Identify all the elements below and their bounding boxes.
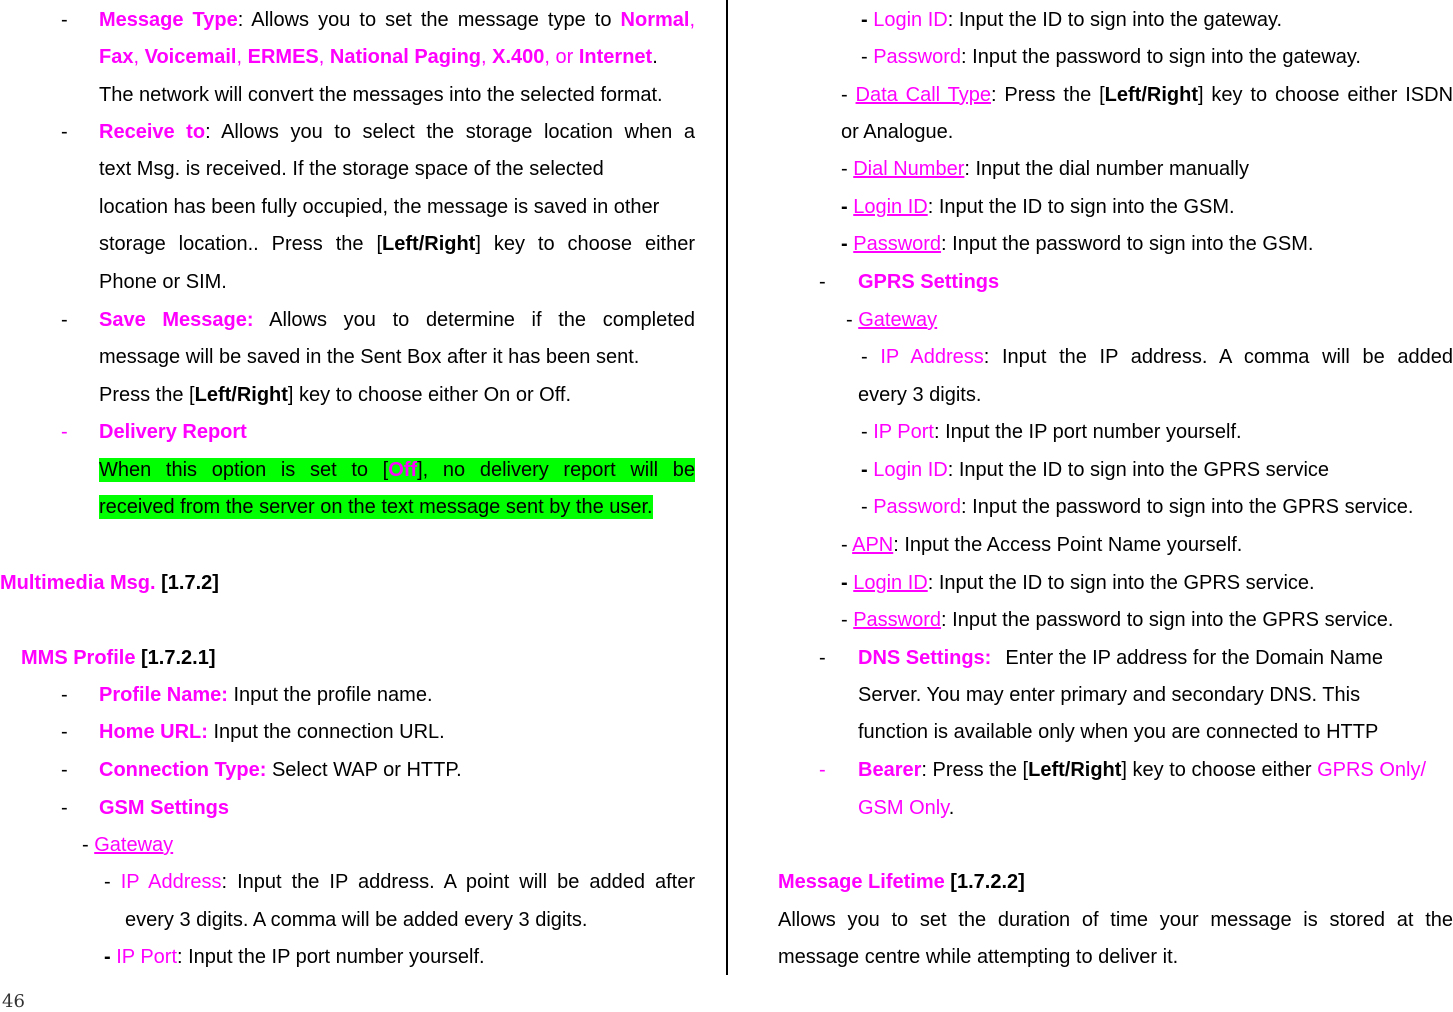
- receive-to-line2: text Msg. is received. If the storage space of the selected: [99, 158, 604, 180]
- page-number: 46: [2, 991, 25, 1012]
- message-lifetime-line1: Allows you to set the duration of time your message is stored at the: [778, 909, 1453, 931]
- gprs-settings-title: GPRS Settings: [858, 271, 1000, 293]
- message-lifetime-line2: message centre while attempting to deliver it.: [778, 946, 1179, 968]
- multimedia-heading: Multimedia Msg. [1.7.2]: [0, 572, 219, 594]
- dns-settings-line2: Server. You may enter primary and secondary DNS. This: [858, 684, 1361, 706]
- profile-name-line: Profile Name: Input the profile name.: [99, 684, 433, 706]
- bullet-dash: -: [61, 309, 68, 331]
- gprs-ip-address-line1: - IP Address: Input the IP address. A comma will be added: [861, 346, 1453, 368]
- mms-profile-heading: MMS Profile [1.7.2.1]: [21, 647, 216, 669]
- dns-settings-title: DNS Settings:: [858, 647, 992, 669]
- message-type-line1: Message Type: Allows you to set the message type to Normal,: [99, 9, 695, 31]
- bearer-line2: GSM Only.: [858, 797, 955, 819]
- message-type-line3: The network will convert the messages into the selected format.: [99, 84, 663, 106]
- bullet-dash: -: [61, 421, 68, 443]
- save-message-line3: Press the [Left/Right] key to choose either On or Off.: [99, 384, 572, 406]
- bearer-title: Bearer: [858, 759, 922, 781]
- dial-number-line: - Dial Number: Input the dial number manually: [841, 158, 1249, 180]
- dns-settings-line3: function is available only when you are connected to HTTP: [858, 721, 1379, 743]
- receive-to-line4: storage location.. Press the [Left/Right] key to choose either: [99, 233, 696, 255]
- save-message-line1: Save Message: Allows you to determine if the completed: [99, 309, 696, 331]
- save-message-title: Save Message:: [99, 309, 254, 331]
- gprs-gateway-line: - Gateway: [846, 309, 938, 331]
- delivery-report-line1: When this option is set to [Off], no delivery report will be: [99, 459, 696, 481]
- bullet-dash: -: [61, 121, 68, 143]
- gsm-password-line: - Password: Input the password to sign into the GSM.: [841, 233, 1314, 255]
- receive-to-line5: Phone or SIM.: [99, 271, 227, 293]
- home-url-line: Home URL: Input the connection URL.: [99, 721, 445, 743]
- data-call-type-line2: or Analogue.: [841, 121, 954, 143]
- gprs-login-id-line: - Login ID: Input the ID to sign into the GPRS service.: [841, 572, 1315, 594]
- gprs-gw-login-id-line: - Login ID: Input the ID to sign into the GPRS service: [861, 459, 1330, 481]
- connection-type-line: Connection Type: Select WAP or HTTP.: [99, 759, 462, 781]
- gw-login-id-line: - Login ID: Input the ID to sign into the gateway.: [861, 9, 1283, 31]
- data-call-type-line1: - Data Call Type: Press the [Left/Right] key to choose either ISDN: [841, 84, 1453, 106]
- delivery-report-title: Delivery Report: [99, 421, 247, 443]
- bullet-dash: -: [61, 797, 68, 819]
- message-type-line2: Fax, Voicemail, ERMES, National Paging, X.400, or Internet.: [99, 46, 658, 68]
- gw-password-line: - Password: Input the password to sign into the gateway.: [861, 46, 1361, 68]
- gsm-ip-address-line2: every 3 digits. A comma will be added every 3 digits.: [125, 909, 588, 931]
- gsm-gateway-line: - Gateway: [82, 834, 174, 856]
- bullet-dash: -: [819, 647, 826, 669]
- gsm-login-id-line: - Login ID: Input the ID to sign into the GSM.: [841, 196, 1235, 218]
- gsm-settings-title: GSM Settings: [99, 797, 230, 819]
- bullet-dash: -: [61, 721, 68, 743]
- gprs-password-line: - Password: Input the password to sign into the GPRS service.: [841, 609, 1394, 631]
- bearer-line1: Bearer: Press the [Left/Right] key to choose either GPRS Only/: [858, 759, 1427, 781]
- gprs-ip-port-line: - IP Port: Input the IP port number yourself.: [861, 421, 1242, 443]
- receive-to-line3: location has been fully occupied, the message is saved in other: [99, 196, 660, 218]
- bullet-dash: -: [819, 759, 826, 781]
- bullet-dash: -: [819, 271, 826, 293]
- gprs-gw-password-line: - Password: Input the password to sign into the GPRS service.: [861, 496, 1414, 518]
- message-lifetime-heading: Message Lifetime [1.7.2.2]: [778, 871, 1025, 893]
- bullet-dash: -: [61, 9, 68, 31]
- receive-to-title: Receive to: [99, 121, 206, 143]
- dns-settings-line1: DNS Settings: Enter the IP address for the Domain Name: [858, 647, 1383, 669]
- message-type-title: Message Type: [99, 9, 238, 31]
- apn-line: - APN: Input the Access Point Name yourself.: [841, 534, 1243, 556]
- bullet-dash: -: [61, 759, 68, 781]
- gsm-ip-address-line1: - IP Address: Input the IP address. A point will be added after: [104, 871, 695, 893]
- gsm-ip-port-line: - IP Port: Input the IP port number yourself.: [104, 946, 485, 968]
- delivery-report-line2: received from the server on the text message sent by the user.: [99, 496, 653, 518]
- gprs-ip-address-line2: every 3 digits.: [858, 384, 982, 406]
- column-divider: [726, 0, 728, 975]
- bullet-dash: -: [61, 684, 68, 706]
- receive-to-line1: Receive to: Allows you to select the storage location when a: [99, 121, 695, 143]
- save-message-line2: message will be saved in the Sent Box after it has been sent.: [99, 346, 640, 368]
